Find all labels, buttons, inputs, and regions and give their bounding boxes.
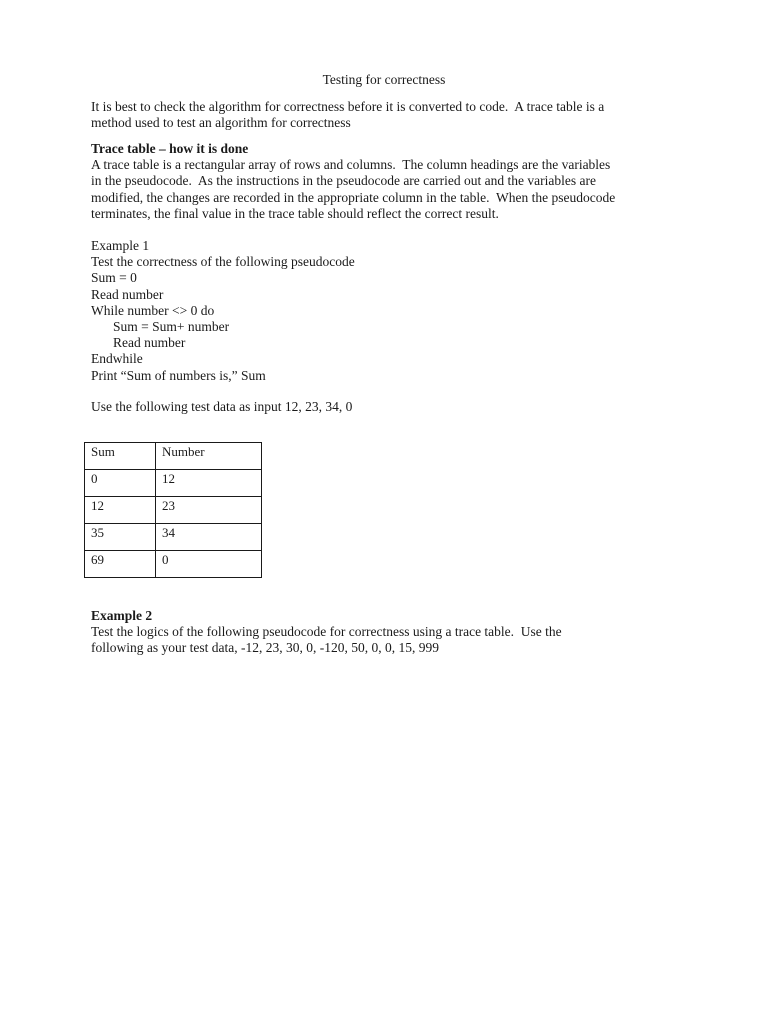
example1-instruction: Test the correctness of the following pseudocode: [91, 254, 355, 270]
table-header-cell: Number: [156, 443, 262, 470]
example2-line: following as your test data, -12, 23, 30, 0, -120, 50, 0, 0, 15, 999: [91, 640, 439, 656]
section-heading: Trace table – how it is done: [91, 141, 249, 156]
example1-block: [91, 238, 691, 384]
table-cell: 12: [85, 497, 156, 524]
code-line: Read number: [91, 286, 164, 302]
code-line: Endwhile: [91, 351, 143, 367]
table-row: [85, 551, 262, 578]
trace-table-section: [91, 141, 691, 222]
code-line: Read number: [113, 335, 186, 351]
example2-line: Test the logics of the following pseudocode for correctness using a trace table. Use the: [91, 624, 562, 640]
table-cell: 12: [156, 470, 262, 497]
intro-paragraph: [91, 99, 691, 131]
table-cell: 23: [156, 497, 262, 524]
intro-line: It is best to check the algorithm for correctness before it is converted to code. A trace table is a: [91, 99, 605, 114]
page-title: Testing for correctness: [322, 72, 446, 87]
table-cell: 0: [156, 551, 262, 578]
table-header-cell: Sum: [85, 443, 156, 470]
section-line: terminates, the final value in the trace table should reflect the correct result.: [91, 205, 499, 221]
table-cell: 35: [85, 524, 156, 551]
test-data-line: Use the following test data as input 12, 23, 34, 0: [91, 399, 353, 414]
table-cell: 69: [85, 551, 156, 578]
table-header-row: [85, 443, 262, 470]
code-line: Sum = 0: [91, 270, 137, 286]
section-line: A trace table is a rectangular array of rows and columns. The column headings are the variables: [91, 157, 611, 173]
example2-label: Example 2: [91, 608, 153, 623]
table-row: [85, 470, 262, 497]
code-line: Sum = Sum+ number: [113, 319, 230, 335]
table-row: [85, 497, 262, 524]
code-line: Print “Sum of numbers is,” Sum: [91, 367, 266, 383]
code-line: While number <> 0 do: [91, 302, 215, 318]
table-cell: 0: [85, 470, 156, 497]
intro-line: method used to test an algorithm for correctness: [91, 115, 351, 131]
section-line: in the pseudocode. As the instructions in the pseudocode are carried out and the variables are: [91, 173, 596, 189]
table-cell: 34: [156, 524, 262, 551]
trace-table: [84, 442, 262, 578]
example1-label: Example 1: [91, 238, 150, 253]
example2-block: [91, 608, 691, 657]
table-row: [85, 524, 262, 551]
section-line: modified, the changes are recorded in the appropriate column in the table. When the pseudocode: [91, 189, 616, 205]
